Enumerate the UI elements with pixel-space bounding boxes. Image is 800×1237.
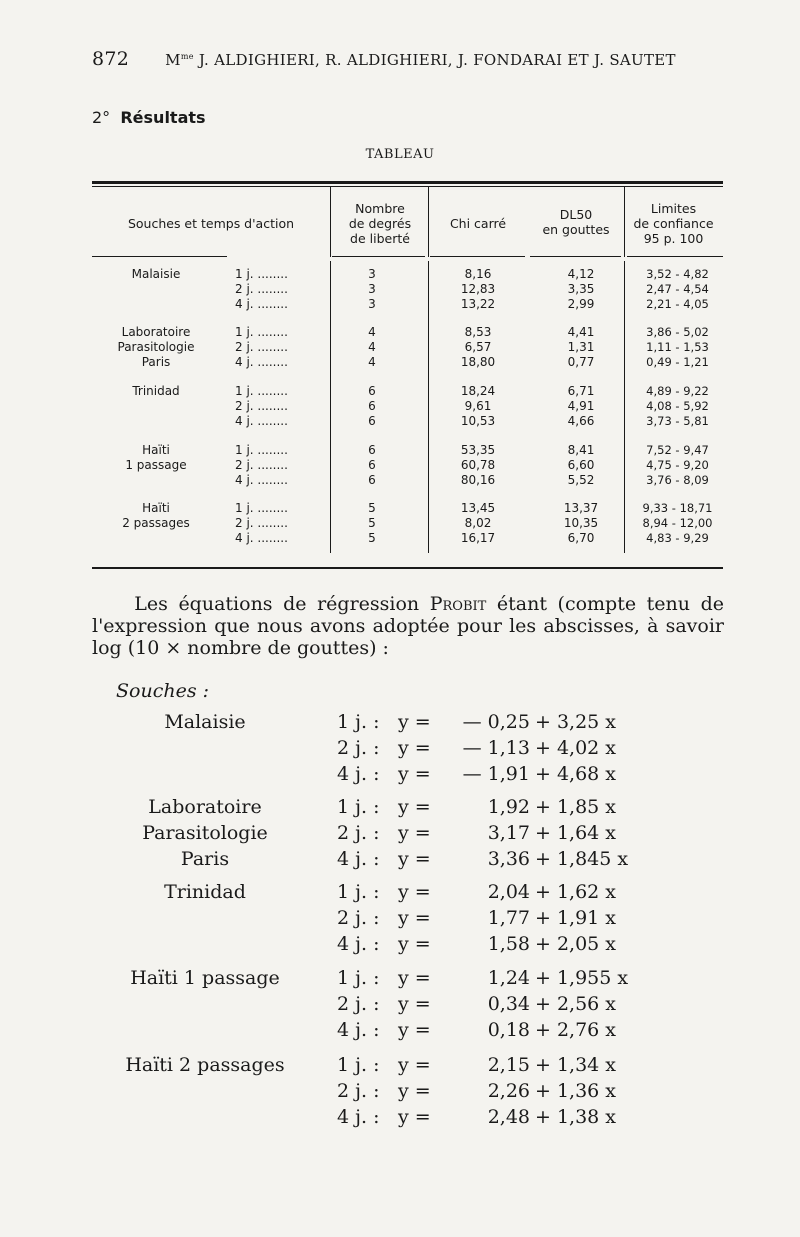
dl50-cell: 5,52: [567, 473, 595, 487]
equation-strain: Paris: [180, 848, 230, 870]
dl50-cell: 13,37: [563, 501, 599, 515]
page-number: 872: [92, 48, 130, 70]
col-ddl-line: de degrés: [348, 216, 412, 231]
chi-cell: 18,80: [460, 355, 496, 369]
time-cell: 1 j. ........: [235, 325, 288, 339]
equation-strain: Haïti 1 passage: [130, 967, 280, 989]
equation-day: 1 j. :: [337, 881, 380, 903]
time-cell: 2 j. ........: [235, 458, 288, 472]
dl50-cell: 6,60: [567, 458, 595, 472]
col-souches: Souches et temps d'action: [127, 216, 295, 231]
limits-cell: 2,47 - 4,54: [646, 282, 709, 296]
time-cell: 4 j. ........: [235, 297, 288, 311]
equation-day: 1 j. :: [337, 1054, 380, 1076]
equation-intercept: 3,17: [487, 822, 530, 844]
equation-day: 2 j. :: [337, 737, 380, 759]
ddl-cell: 4: [368, 325, 376, 339]
equation-day: 1 j. :: [337, 711, 380, 733]
equation-intercept: 2,26: [487, 1080, 530, 1102]
ddl-cell: 3: [368, 297, 376, 311]
strain-name: Paris: [141, 355, 171, 369]
equation-slope: + 1,91 x: [535, 907, 617, 929]
equation-line: [0, 1019, 800, 1043]
ddl-cell: 5: [368, 516, 376, 530]
equation-intercept: 1,24: [487, 967, 530, 989]
equation-slope: + 1,62 x: [535, 881, 617, 903]
ddl-cell: 4: [368, 355, 376, 369]
equation-line: [0, 1080, 800, 1104]
limits-cell: 4,83 - 9,29: [646, 531, 709, 545]
equation-line: [0, 993, 800, 1017]
strain-name: Laboratoire: [121, 325, 191, 339]
equation-lhs: y =: [398, 822, 431, 844]
time-cell: 1 j. ........: [235, 501, 288, 515]
equation-day: 4 j. :: [337, 1019, 380, 1041]
equation-intercept: — 1,13: [462, 737, 530, 759]
dl50-cell: 4,66: [567, 414, 595, 428]
equation-lhs: y =: [398, 796, 431, 818]
strain-name: 2 passages: [122, 516, 190, 530]
dl50-cell: 10,35: [563, 516, 599, 530]
equation-slope: + 4,68 x: [535, 763, 617, 785]
ddl-cell: 5: [368, 531, 376, 545]
limits-cell: 3,76 - 8,09: [646, 473, 709, 487]
equation-intercept: 1,92: [487, 796, 530, 818]
limits-cell: 9,33 - 18,71: [642, 501, 713, 515]
limits-cell: 3,86 - 5,02: [646, 325, 709, 339]
equation-day: 4 j. :: [337, 1106, 380, 1128]
limits-cell: 1,11 - 1,53: [646, 340, 709, 354]
authors-prefix: M: [165, 51, 181, 69]
time-cell: 2 j. ........: [235, 399, 288, 413]
equation-slope: + 2,56 x: [535, 993, 617, 1015]
equation-line: [0, 1054, 800, 1078]
time-cell: 2 j. ........: [235, 516, 288, 530]
strain-name: 1 passage: [125, 458, 187, 472]
time-cell: 1 j. ........: [235, 384, 288, 398]
equation-line: [0, 907, 800, 931]
equation-strain: Parasitologie: [142, 822, 268, 844]
ddl-cell: 6: [368, 384, 376, 398]
strain-name: Parasitologie: [117, 340, 195, 354]
equation-slope: + 1,64 x: [535, 822, 617, 844]
dl50-cell: 6,70: [567, 531, 595, 545]
chi-cell: 13,22: [460, 297, 496, 311]
equation-lhs: y =: [398, 763, 431, 785]
strain-name: Malaisie: [131, 267, 181, 281]
equation-lhs: y =: [398, 881, 431, 903]
limits-cell: 2,21 - 4,05: [646, 297, 709, 311]
col-limites-line: de confiance: [633, 216, 714, 231]
equation-lhs: y =: [398, 1106, 431, 1128]
equation-lhs: y =: [398, 907, 431, 929]
dl50-cell: 4,41: [567, 325, 595, 339]
equation-day: 1 j. :: [337, 967, 380, 989]
equation-strain: Laboratoire: [148, 796, 262, 818]
chi-cell: 8,53: [464, 325, 492, 339]
ddl-cell: 6: [368, 443, 376, 457]
ddl-cell: 6: [368, 458, 376, 472]
dl50-cell: 4,91: [567, 399, 595, 413]
section-number: 2°: [92, 108, 111, 127]
equation-day: 4 j. :: [337, 763, 380, 785]
equation-line: [0, 711, 800, 735]
equation-day: 4 j. :: [337, 848, 380, 870]
souches-label: Souches :: [116, 680, 210, 702]
equation-line: [0, 1106, 800, 1130]
equation-slope: + 1,38 x: [535, 1106, 617, 1128]
chi-cell: 16,17: [460, 531, 496, 545]
equation-day: 2 j. :: [337, 907, 380, 929]
equation-lhs: y =: [398, 993, 431, 1015]
chi-cell: 9,61: [464, 399, 492, 413]
equation-line: [0, 796, 800, 820]
paragraph-line: log (10 × nombre de gouttes) :: [92, 637, 389, 659]
equation-intercept: 0,18: [487, 1019, 530, 1041]
chi-cell: 6,57: [464, 340, 492, 354]
equation-intercept: 2,04: [487, 881, 530, 903]
dl50-cell: 3,35: [567, 282, 595, 296]
chi-cell: 10,53: [460, 414, 496, 428]
equation-intercept: 1,58: [487, 933, 530, 955]
ddl-cell: 6: [368, 473, 376, 487]
chi-cell: 8,16: [464, 267, 492, 281]
equation-lhs: y =: [398, 737, 431, 759]
col-dl50-line: en gouttes: [542, 222, 610, 237]
equation-slope: + 1,85 x: [535, 796, 617, 818]
dl50-cell: 1,31: [567, 340, 595, 354]
paragraph-text: étant (compte tenu de: [486, 593, 724, 615]
dl50-cell: 8,41: [567, 443, 595, 457]
equation-intercept: 2,48: [487, 1106, 530, 1128]
equation-line: [0, 881, 800, 905]
col-limites-line: 95 p. 100: [643, 231, 704, 246]
equation-day: 2 j. :: [337, 993, 380, 1015]
equation-intercept: — 1,91: [462, 763, 530, 785]
equation-line: [0, 933, 800, 957]
equation-line: [0, 967, 800, 991]
equation-slope: + 2,05 x: [535, 933, 617, 955]
equation-lhs: y =: [398, 711, 431, 733]
strain-name: Trinidad: [132, 384, 180, 398]
chi-cell: 18,24: [460, 384, 496, 398]
ddl-cell: 5: [368, 501, 376, 515]
limits-cell: 7,52 - 9,47: [646, 443, 709, 457]
table-title: TABLEAU: [365, 147, 435, 162]
ddl-cell: 4: [368, 340, 376, 354]
col-chi: Chi carré: [449, 216, 507, 231]
chi-cell: 53,35: [460, 443, 496, 457]
ddl-cell: 6: [368, 399, 376, 413]
limits-cell: 3,52 - 4,82: [646, 267, 709, 281]
limits-cell: 4,89 - 9,22: [646, 384, 709, 398]
equation-strain: Malaisie: [164, 711, 246, 733]
equation-day: 1 j. :: [337, 796, 380, 818]
equation-line: [0, 822, 800, 846]
time-cell: 1 j. ........: [235, 267, 288, 281]
col-ddl-line: Nombre: [355, 201, 405, 216]
equation-line: [0, 737, 800, 761]
equation-day: 2 j. :: [337, 822, 380, 844]
time-cell: 4 j. ........: [235, 355, 288, 369]
chi-cell: 80,16: [460, 473, 496, 487]
equation-intercept: 3,36: [487, 848, 530, 870]
limits-cell: 8,94 - 12,00: [642, 516, 713, 530]
equation-intercept: — 0,25: [462, 711, 530, 733]
dl50-cell: 0,77: [567, 355, 595, 369]
equation-lhs: y =: [398, 1054, 431, 1076]
time-cell: 4 j. ........: [235, 473, 288, 487]
equation-slope: + 2,76 x: [535, 1019, 617, 1041]
equation-slope: + 1,955 x: [535, 967, 629, 989]
equation-slope: + 4,02 x: [535, 737, 617, 759]
equation-slope: + 1,36 x: [535, 1080, 617, 1102]
col-ddl-line: de liberté: [350, 231, 410, 246]
time-cell: 4 j. ........: [235, 414, 288, 428]
equation-line: [0, 848, 800, 872]
chi-cell: 8,02: [464, 516, 492, 530]
probit-term: Probit: [429, 593, 487, 615]
equation-lhs: y =: [398, 967, 431, 989]
limits-cell: 4,08 - 5,92: [646, 399, 709, 413]
time-cell: 2 j. ........: [235, 282, 288, 296]
equation-day: 2 j. :: [337, 1080, 380, 1102]
strain-name: Haïti: [142, 443, 170, 457]
equation-strain: Trinidad: [164, 881, 246, 903]
ddl-cell: 3: [368, 267, 376, 281]
equation-lhs: y =: [398, 1080, 431, 1102]
limits-cell: 3,73 - 5,81: [646, 414, 709, 428]
paragraph-text: Les équations de régression: [134, 593, 430, 615]
chi-cell: 13,45: [460, 501, 496, 515]
equation-intercept: 0,34: [487, 993, 530, 1015]
col-limites-line: Limites: [650, 201, 697, 216]
col-dl50-line: DL50: [559, 207, 593, 222]
dl50-cell: 4,12: [567, 267, 595, 281]
strain-name: Haïti: [142, 501, 170, 515]
time-cell: 2 j. ........: [235, 340, 288, 354]
equation-lhs: y =: [398, 848, 431, 870]
section-title: Résultats: [120, 108, 206, 127]
limits-cell: 4,75 - 9,20: [646, 458, 709, 472]
equation-slope: + 1,845 x: [535, 848, 629, 870]
dl50-cell: 2,99: [567, 297, 595, 311]
equation-day: 4 j. :: [337, 933, 380, 955]
equation-strain: Haïti 2 passages: [125, 1054, 285, 1076]
limits-cell: 0,49 - 1,21: [646, 355, 709, 369]
equation-intercept: 1,77: [487, 907, 530, 929]
equation-slope: + 3,25 x: [535, 711, 617, 733]
paragraph-line: l'expression que nous avons adoptée pour les abscisses, à savoir: [92, 615, 724, 637]
chi-cell: 12,83: [460, 282, 496, 296]
ddl-cell: 3: [368, 282, 376, 296]
equation-lhs: y =: [398, 933, 431, 955]
equation-intercept: 2,15: [487, 1054, 530, 1076]
authors: J. ALDIGHIERI, R. ALDIGHIERI, J. FONDARAI ET J. SAUTET: [193, 51, 676, 69]
time-cell: 1 j. ........: [235, 443, 288, 457]
ddl-cell: 6: [368, 414, 376, 428]
time-cell: 4 j. ........: [235, 531, 288, 545]
authors-sup: me: [180, 52, 194, 61]
equation-slope: + 1,34 x: [535, 1054, 617, 1076]
dl50-cell: 6,71: [567, 384, 595, 398]
chi-cell: 60,78: [460, 458, 496, 472]
equation-line: [0, 763, 800, 787]
equation-lhs: y =: [398, 1019, 431, 1041]
